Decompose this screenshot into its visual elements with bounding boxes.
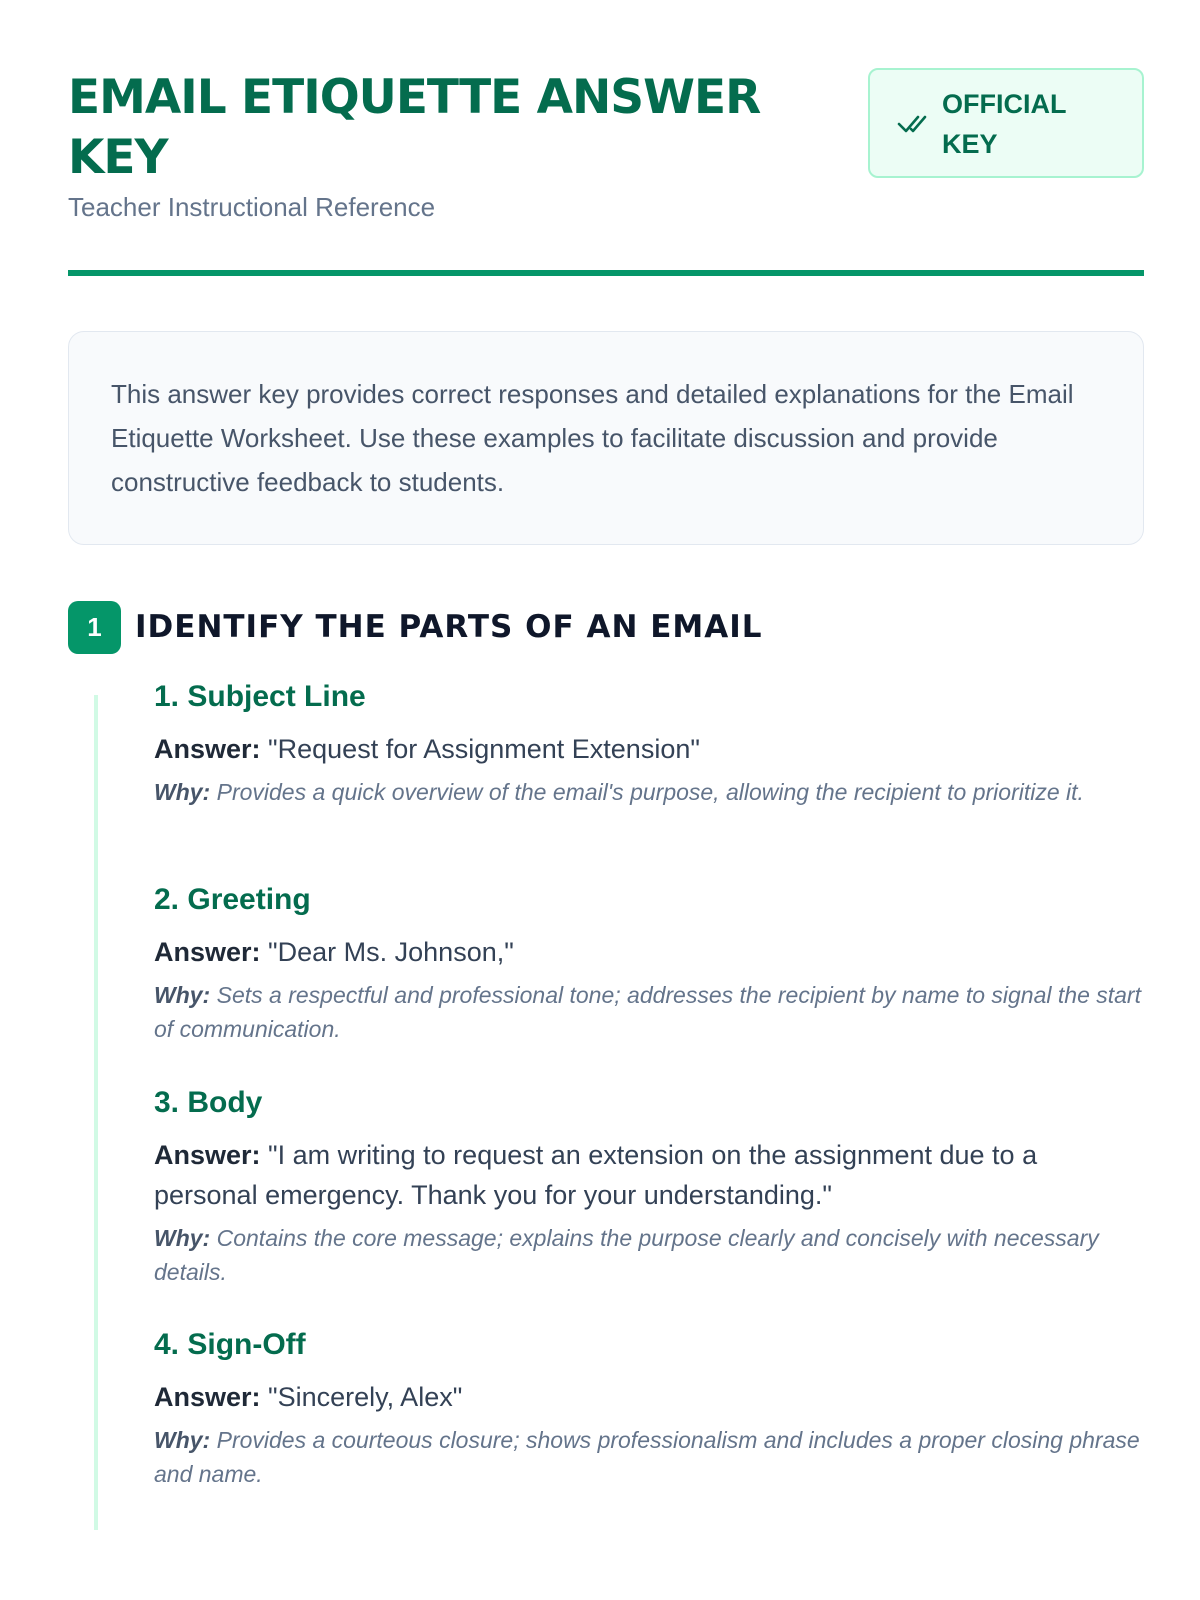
answer-item-greeting xyxy=(154,880,1144,1046)
why-text: Contains the core message; explains the purpose clearly and concisely with necessary details. xyxy=(154,1225,1099,1285)
item-answer xyxy=(154,1377,1144,1417)
item-why xyxy=(154,1423,1144,1491)
item-title: 4. Sign-Off xyxy=(154,1328,306,1361)
section-title: IDENTIFY THE PARTS OF AN EMAIL xyxy=(135,609,763,645)
why-label: Why: xyxy=(154,1225,211,1251)
section-heading xyxy=(68,600,763,654)
answer-item-body xyxy=(154,1083,1144,1289)
answer-item-sign-off xyxy=(154,1325,1144,1491)
item-title: 3. Body xyxy=(154,1086,263,1119)
why-text: Provides a courteous closure; shows professionalism and includes a proper closing phrase and name. xyxy=(154,1427,1140,1487)
item-answer xyxy=(154,729,1144,769)
item-answer xyxy=(154,1135,1144,1215)
answer-label: Answer: xyxy=(154,1140,261,1170)
why-label: Why: xyxy=(154,779,211,805)
answer-label: Answer: xyxy=(154,937,261,967)
item-why xyxy=(154,1221,1144,1289)
answer-text: "I am writing to request an extension on the assignment due to a personal emergency. Thank you for your understanding." xyxy=(154,1140,1038,1210)
section-number-badge: 1 xyxy=(68,601,121,654)
item-title: 1. Subject Line xyxy=(154,680,366,713)
answer-text: "Request for Assignment Extension" xyxy=(268,734,700,764)
answers-list xyxy=(94,680,1144,1530)
page-subtitle: Teacher Instructional Reference xyxy=(68,192,436,222)
answer-item-subject-line xyxy=(154,677,1144,809)
item-answer xyxy=(154,932,1144,972)
answer-label: Answer: xyxy=(154,1382,261,1412)
intro-box: This answer key provides correct responses and detailed explanations for the Email Etiquette Worksheet. Use these examples to facilitate discussion and provide constructive feedback to students. xyxy=(68,331,1144,545)
why-text: Provides a quick overview of the email's purpose, allowing the recipient to prioritize it. xyxy=(216,779,1084,805)
badge-label: OFFICIAL KEY xyxy=(942,89,1066,159)
answer-text: "Sincerely, Alex" xyxy=(268,1382,463,1412)
official-key-badge xyxy=(868,68,1144,178)
answer-key-page xyxy=(68,0,1144,1487)
item-why xyxy=(154,978,1144,1046)
why-text: Sets a respectful and professional tone; addresses the recipient by name to signal the start of communication. xyxy=(154,982,1141,1042)
item-title: 2. Greeting xyxy=(154,883,311,916)
why-label: Why: xyxy=(154,1427,211,1453)
answer-text: "Dear Ms. Johnson," xyxy=(268,937,514,967)
why-label: Why: xyxy=(154,982,211,1008)
page-title: EMAIL ETIQUETTE ANSWER KEY xyxy=(68,70,761,185)
double-check-icon xyxy=(896,108,932,138)
header xyxy=(68,0,1144,278)
header-divider xyxy=(68,270,1144,276)
answer-label: Answer: xyxy=(154,734,261,764)
item-why xyxy=(154,775,1144,809)
